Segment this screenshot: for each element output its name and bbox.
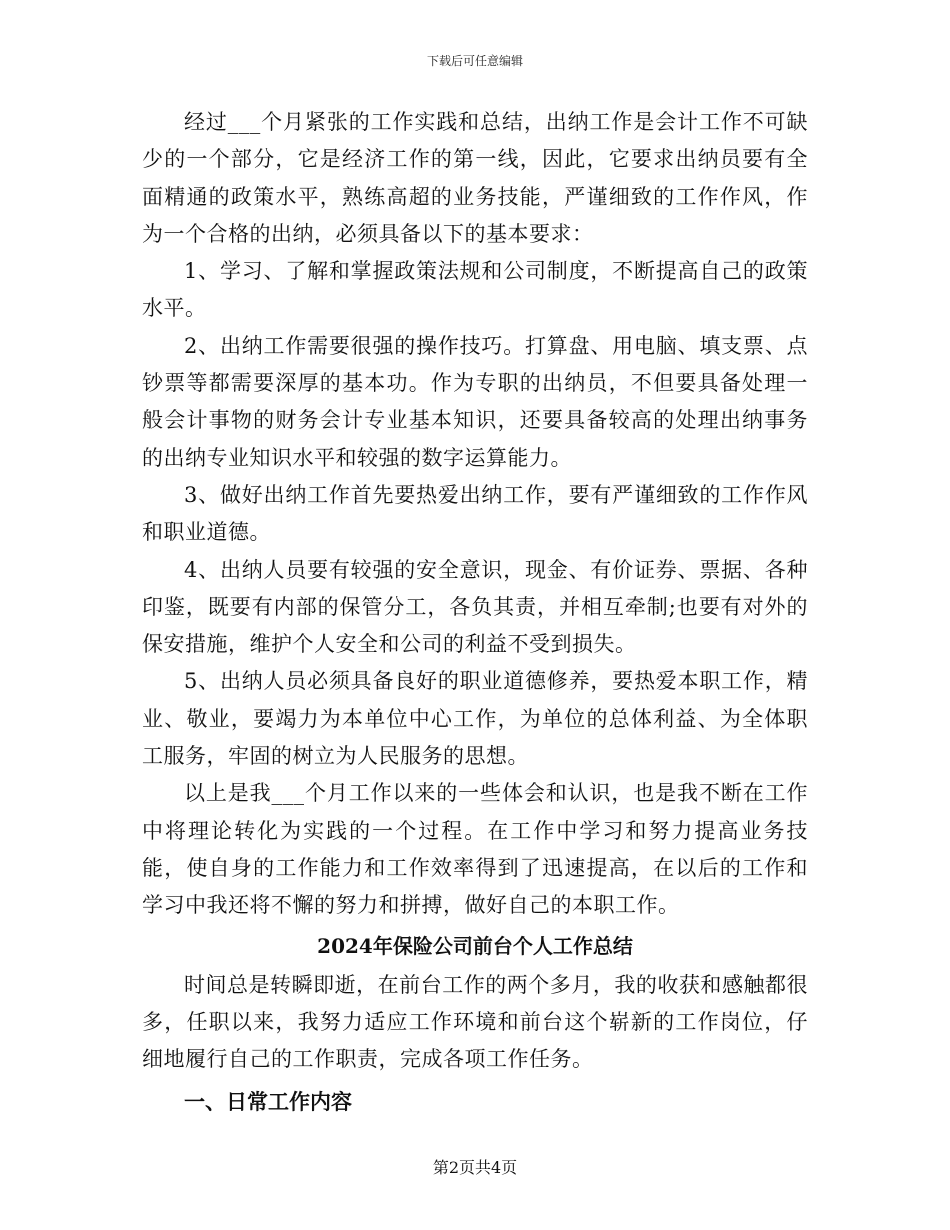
page-number: 第2页共4页 (432, 1158, 518, 1177)
page-header: 下载后可任意编辑 (426, 54, 523, 68)
paragraph-item-3: 3、做好出纳工作首先要热爱出纳工作，要有严谨细致的工作作风和职业道德。 (142, 482, 808, 545)
paragraph-intro: 经过___个月紧张的工作实践和总结，出纳工作是会计工作不可缺少的一个部分，它是经济工作的第一线，因此，它要求出纳员要有全面精通的政策水平，熟练高超的业务技能，严谨细致的工作作风，作为一个合格的出纳，必须具备以下的基本要求： (142, 110, 808, 246)
paragraph-section-intro: 时间总是转瞬即逝，在前台工作的两个多月，我的收获和感触都很多，任职以来，我努力适应工作环境和前台这个崭新的工作岗位，仔细地履行自己的工作职责，完成各项工作任务。 (142, 972, 808, 1072)
paragraph-item-4: 4、出纳人员要有较强的安全意识，现金、有价证券、票据、各种印鉴，既要有内部的保管分工，各负其责，并相互牵制;也要有对外的保安措施，维护个人安全和公司的利益不受到损失。 (142, 557, 808, 657)
document-body (142, 104, 808, 1124)
paragraph-item-1: 1、学习、了解和掌握政策法规和公司制度，不断提高自己的政策水平。 (142, 259, 808, 321)
paragraph-item-5: 5、出纳人员必须具备良好的职业道德修养，要热爱本职工作，精业、敬业，要竭力为本单位中心工作，为单位的总体利益、为全体职工服务，牢固的树立为人民服务的思想。 (142, 669, 808, 769)
subheading: 一、日常工作内容 (184, 1089, 352, 1115)
paragraph-conclusion: 以上是我___个月工作以来的一些体会和认识，也是我不断在工作中将理论转化为实践的一个过程。在工作中学习和努力提高业务技能，使自身的工作能力和工作效率得到了迅速提高，在以后的工作和学习中我还将不懈的努力和拼搏，做好自己的本职工作。 (142, 781, 808, 918)
paragraph-item-2: 2、出纳工作需要很强的操作技巧。打算盘、用电脑、填支票、点钞票等都需要深厚的基本功。作为专职的出纳员，不但要具备处理一般会计事物的财务会计专业基本知识，还要具备较高的处理出纳事务的出纳专业知识水平和较强的数字运算能力。 (142, 333, 808, 470)
section-title: 2024年保险公司前台个人工作总结 (317, 933, 633, 958)
